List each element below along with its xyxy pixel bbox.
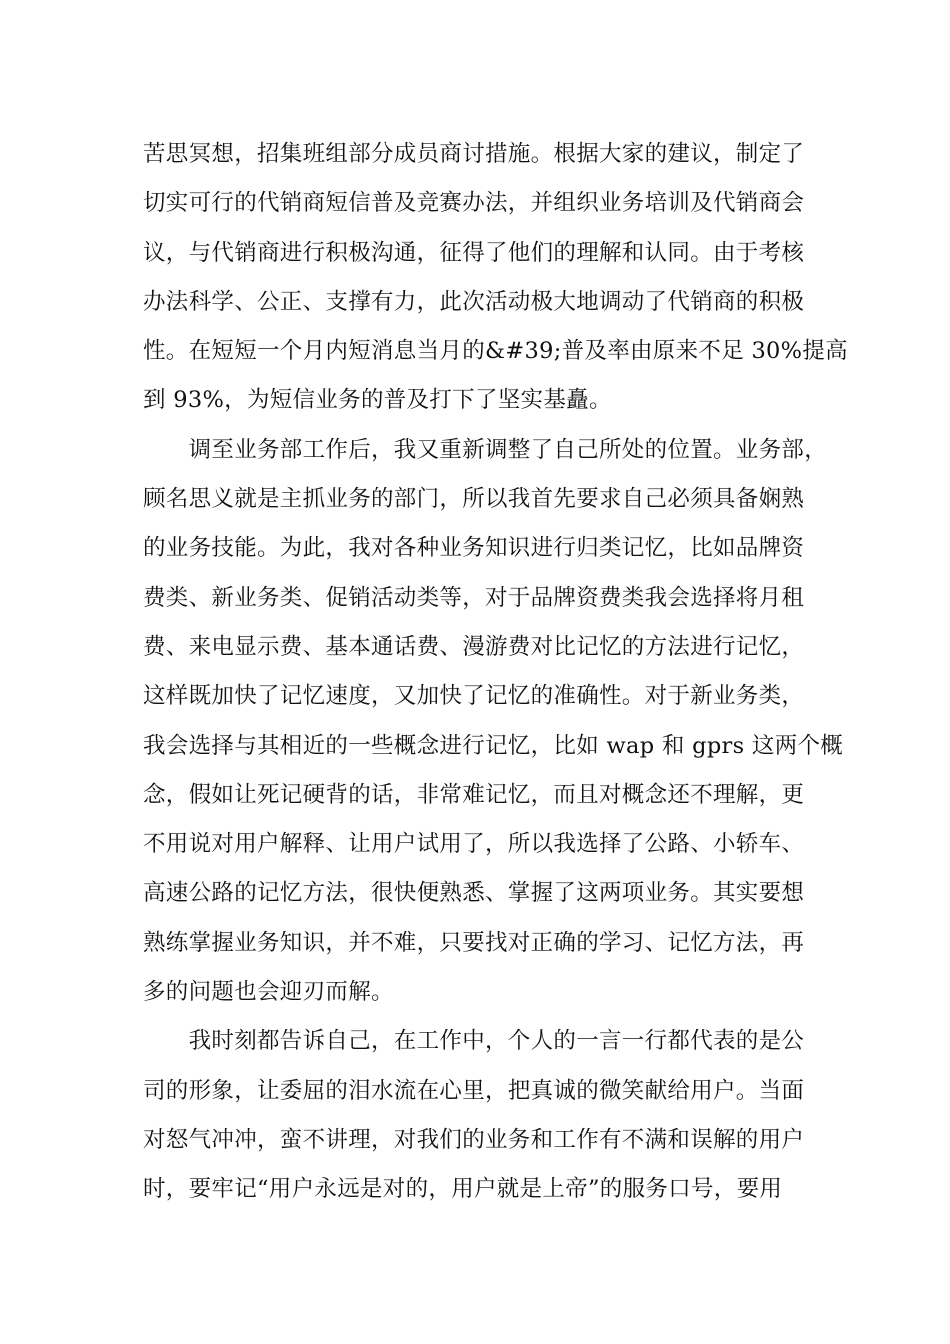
paragraph-start-line: 调至业务部工作后，我又重新调整了自己所处的位置。业务部， — [143, 436, 828, 463]
text-line: 费、来电显示费、基本通话费、漫游费对比记忆的方法进行记忆， — [143, 633, 805, 660]
text-line: 切实可行的代销商短信普及竞赛办法，并组织业务培训及代销商会 — [143, 190, 805, 217]
text-line: 念，假如让死记硬背的话，非常难记忆，而且对概念还不理解，更 — [143, 781, 805, 808]
text-line: 这样既加快了记忆速度，又加快了记忆的准确性。对于新业务类， — [143, 683, 805, 710]
text-line: 的业务技能。为此，我对各种业务知识进行归类记忆，比如品牌资 — [143, 535, 805, 562]
text-line: 性。在短短一个月内短消息当月的&#39;普及率由原来不足 30%提高 — [143, 338, 848, 365]
text-line: 对怒气冲冲，蛮不讲理，对我们的业务和工作有不满和误解的用户 — [143, 1126, 805, 1153]
text-line: 高速公路的记忆方法，很快便熟悉、掌握了这两项业务。其实要想 — [143, 880, 805, 907]
text-line: 议，与代销商进行积极沟通，征得了他们的理解和认同。由于考核 — [143, 239, 805, 266]
text-line: 不用说对用户解释、让用户试用了，所以我选择了公路、小轿车、 — [143, 831, 805, 858]
text-line: 费类、新业务类、促销活动类等，对于品牌资费类我会选择将月租 — [143, 584, 805, 611]
text-line: 顾名思义就是主抓业务的部门，所以我首先要求自己必须具备娴熟 — [143, 486, 805, 513]
body-text — [143, 130, 848, 1215]
text-line: 多的问题也会迎刃而解。 — [143, 979, 394, 1006]
text-line: 熟练掌握业务知识，并不难，只要找对正确的学习、记忆方法，再 — [143, 929, 805, 956]
text-line: 我会选择与其相近的一些概念进行记忆，比如 wap 和 gprs 这两个概 — [143, 732, 844, 759]
text-line: 司的形象，让委屈的泪水流在心里，把真诚的微笑献给用户。当面 — [143, 1077, 805, 1104]
text-line: 苦思冥想，招集班组部分成员商讨措施。根据大家的建议，制定了 — [143, 141, 805, 167]
text-line: 到 93%，为短信业务的普及打下了坚实基矗。 — [143, 387, 612, 414]
text-line: 时，要牢记“用户永远是对的，用户就是上帝”的服务口号，要用 — [143, 1176, 783, 1203]
paragraph-start-line: 我时刻都告诉自己，在工作中，个人的一言一行都代表的是公 — [143, 1028, 805, 1055]
text-line: 办法科学、公正、支撑有力，此次活动极大地调动了代销商的积极 — [143, 288, 805, 315]
